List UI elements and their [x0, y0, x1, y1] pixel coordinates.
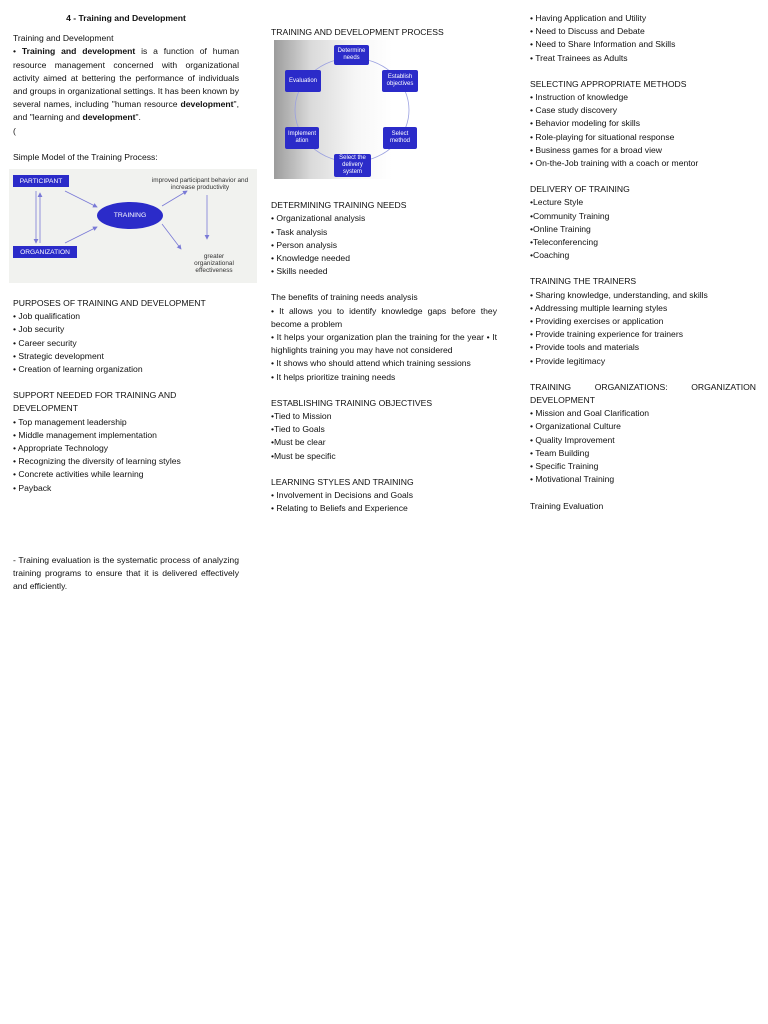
intro-text-1: is a function of human resource management concerned with organizational activity aimed at bettering the performance of individuals and groups in organizational settings. It has been known by several names, including "human resource [13, 46, 240, 110]
list-item: • Middle management implementation [13, 429, 157, 440]
list-item: • Quality Improvement [530, 434, 615, 445]
support-heading: SUPPORT NEEDED FOR TRAINING AND DEVELOPMENT [13, 390, 177, 414]
list-item: • Addressing multiple learning styles [530, 302, 668, 313]
list-item: • Providing exercises or application [530, 316, 664, 327]
organizations-heading [530, 381, 756, 394]
evaluation-label: Evaluation [288, 77, 318, 84]
list-item: • Need to Share Information and Skills [530, 39, 676, 50]
orgs-heading-word-3: ORGANIZATION [691, 381, 756, 392]
organizations-heading-cont: DEVELOPMENT [530, 395, 595, 406]
determine-needs-label: Determine needs [337, 48, 366, 62]
intro-bold-2: development [180, 99, 234, 110]
list-item: • Person analysis [271, 239, 338, 250]
intro-text-3: ". [135, 112, 141, 123]
list-item: •Lecture Style [530, 197, 584, 208]
needs-heading: DETERMINING TRAINING NEEDS [271, 200, 407, 211]
list-item: • Appropriate Technology [13, 443, 109, 454]
cycle-determine-needs [334, 45, 369, 65]
learning-styles-list [271, 489, 497, 515]
list-item: • It shows who should attend which training sessions [271, 358, 471, 369]
delivery-list [530, 196, 756, 262]
arrow-participant-to-training [65, 191, 97, 207]
list-item: • Organizational Culture [530, 421, 621, 432]
select-method-label: Select method [389, 131, 410, 145]
improved-behavior-label: improved participant behavior and increase productivity [151, 177, 249, 192]
list-item: • On-the-Job training with a coach or mentor [530, 158, 699, 169]
arrow-training-to-behavior [162, 191, 187, 206]
cycle-select-delivery [334, 154, 371, 177]
list-item: • Task analysis [271, 226, 328, 237]
methods-list [530, 91, 756, 170]
organizations-list [530, 407, 756, 486]
list-item: • Need to Discuss and Debate [530, 26, 645, 37]
column-left [13, 12, 249, 593]
column-middle [271, 26, 497, 515]
purposes-heading: PURPOSES OF TRAINING AND DEVELOPMENT [13, 298, 206, 309]
intro-bullet: • [13, 46, 22, 57]
list-item: •Coaching [530, 250, 570, 261]
intro-paren: ( [13, 125, 16, 136]
participant-label: PARTICIPANT [19, 177, 63, 185]
cycle-implementation [285, 127, 319, 149]
learning-styles-heading: LEARNING STYLES AND TRAINING [271, 476, 414, 487]
objectives-heading: ESTABLISHING TRAINING OBJECTIVES [271, 397, 433, 408]
intro-bold-3: development [82, 112, 136, 123]
list-item: • It helps prioritize training needs [271, 371, 396, 382]
list-item: • Career security [13, 337, 77, 348]
list-item: • Business games for a broad view [530, 144, 662, 155]
list-item: • Involvement in Decisions and Goals [271, 490, 414, 501]
list-item: • Specific Training [530, 461, 599, 472]
process-heading: TRAINING AND DEVELOPMENT PROCESS [271, 27, 444, 37]
list-item: • Instruction of knowledge [530, 92, 629, 103]
list-item: • It allows you to identify knowledge gaps before they become a problem [271, 305, 497, 329]
training-model-figure [9, 169, 257, 283]
list-item: • Creation of learning organization [13, 364, 143, 375]
list-item: • Motivational Training [530, 474, 615, 485]
list-item: • Relating to Beliefs and Experience [271, 503, 408, 514]
learning-styles-continued-list [530, 12, 756, 65]
arrow-training-to-effectiveness [162, 224, 181, 249]
list-item: • It helps your organization plan the training for the year • It highlights training you may have not considered [271, 332, 497, 356]
list-item: • Payback [13, 482, 52, 493]
list-item: • Recognizing the diversity of learning styles [13, 456, 181, 467]
list-item: • Strategic development [13, 350, 104, 361]
training-ellipse [97, 202, 163, 229]
list-item: • Treat Trainees as Adults [530, 52, 628, 63]
list-item: • Team Building [530, 447, 590, 458]
select-delivery-label: Select the delivery system [339, 155, 366, 176]
greater-effectiveness-label: greater organizational effectiveness [194, 253, 234, 275]
list-item: • Provide tools and materials [530, 342, 640, 353]
cycle-establish-objectives [382, 70, 418, 92]
objectives-list [271, 410, 497, 463]
intro-paragraph [13, 45, 239, 124]
orgs-heading-word-2: ORGANIZATIONS: [594, 381, 668, 392]
list-item: • Skills needed [271, 266, 328, 277]
list-item: • Job security [13, 324, 65, 335]
cycle-select-method [383, 127, 417, 149]
benefits-heading: The benefits of training needs analysis [271, 292, 418, 303]
list-item: • Provide training experience for trainers [530, 329, 683, 340]
support-list [13, 416, 239, 495]
training-label: TRAINING [113, 212, 147, 220]
list-item: • Sharing knowledge, understanding, and skills [530, 289, 708, 300]
list-item: • Mission and Goal Clarification [530, 408, 650, 419]
establish-objectives-label: Establish objectives [386, 74, 414, 88]
orgs-heading-word-1: TRAINING [530, 381, 572, 392]
list-item: •Community Training [530, 210, 610, 221]
list-item: • Top management leadership [13, 416, 127, 427]
needs-list [271, 212, 497, 278]
trainers-list [530, 289, 756, 368]
methods-heading: SELECTING APPROPRIATE METHODS [530, 78, 687, 89]
organization-box [13, 246, 77, 258]
list-item: • Having Application and Utility [530, 13, 647, 23]
delivery-heading: DELIVERY OF TRAINING [530, 184, 630, 195]
implementation-label: Implement ation [287, 131, 316, 145]
list-item: •Must be clear [271, 437, 326, 448]
intro-term: Training and development [21, 46, 136, 57]
benefits-list [271, 305, 497, 384]
participant-box [13, 175, 69, 187]
arrow-org-to-training [65, 227, 97, 243]
list-item: • Knowledge needed [271, 253, 350, 264]
purposes-list [13, 310, 239, 376]
training-evaluation-heading: Training Evaluation [530, 500, 604, 511]
evaluation-paragraph: - Training evaluation is the systematic process of analyzing training programs to ensure that it is delivered effectively and efficiently. [13, 554, 239, 592]
list-item: • Case study discovery [530, 105, 618, 116]
trainers-heading: TRAINING THE TRAINERS [530, 276, 637, 287]
list-item: • Job qualification [13, 311, 81, 322]
list-item: • Concrete activities while learning [13, 469, 144, 480]
list-item: •Tied to Mission [271, 411, 332, 422]
section-subtitle: Training and Development [13, 33, 114, 44]
list-item: •Online Training [530, 223, 591, 234]
list-item: • Organizational analysis [271, 213, 366, 224]
intro-text-2: ", and "learning and [13, 99, 239, 123]
list-item: • Role-playing for situational response [530, 131, 675, 142]
document-title: 4 - Training and Development [66, 13, 186, 23]
column-right [530, 12, 756, 513]
list-item: •Must be specific [271, 450, 336, 461]
list-item: • Behavior modeling for skills [530, 118, 640, 129]
list-item: •Tied to Goals [271, 424, 325, 435]
list-item: • Provide legitimacy [530, 355, 606, 366]
process-cycle-figure [274, 40, 422, 179]
organization-label: ORGANIZATION [20, 248, 70, 256]
model-caption: Simple Model of the Training Process: [13, 151, 158, 162]
cycle-evaluation [285, 70, 321, 92]
list-item: •Teleconferencing [530, 237, 598, 248]
